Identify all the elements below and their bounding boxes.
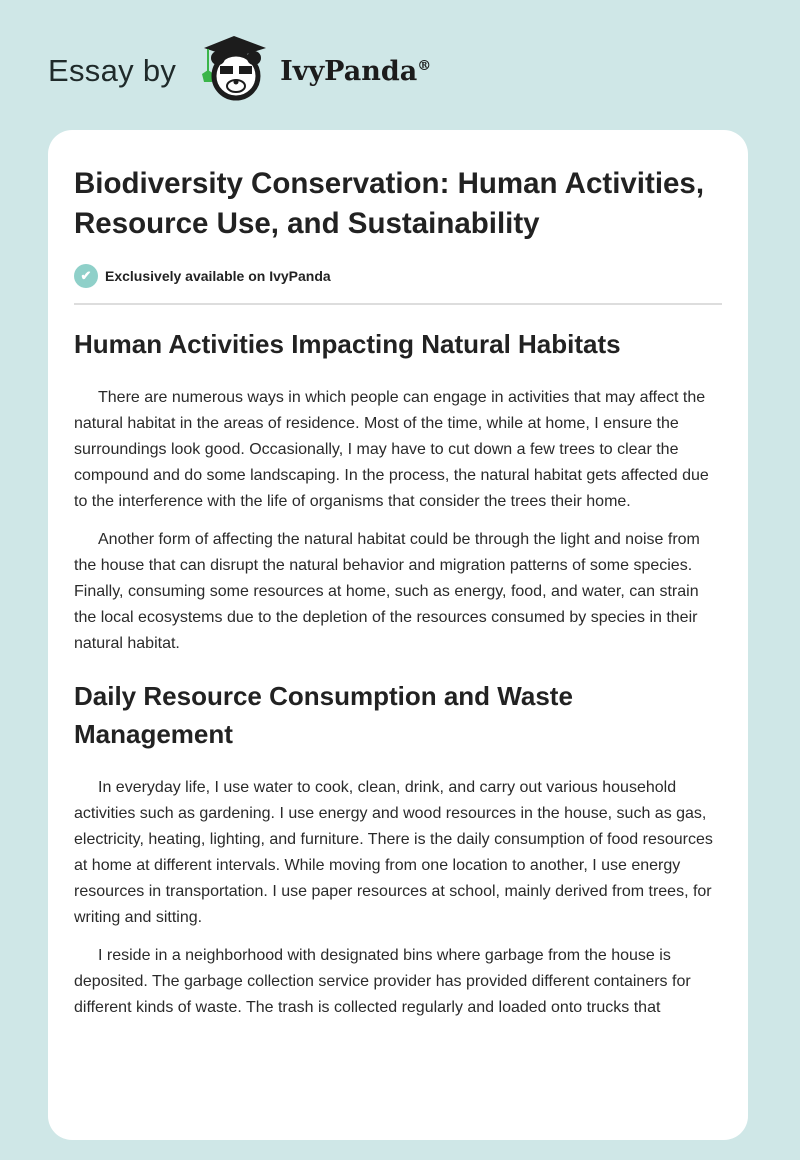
section-heading: Human Activities Impacting Natural Habitats xyxy=(74,329,621,359)
registered-mark: ® xyxy=(417,57,432,74)
brand-name[interactable] xyxy=(280,56,431,87)
site-header xyxy=(48,36,431,106)
exclusive-label: Exclusively available on IvyPanda xyxy=(105,268,331,284)
paragraph: Another form of affecting the natural habitat could be through the light and noise from the house that can disrupt the natural behavior and migration patterns of some species. Finally, consuming some resources at home, such as energy, food, and water, can strain the local ecosystems due to the depletion of the resources consumed by species in their natural habitat. xyxy=(74,531,700,652)
essay-title: Biodiversity Conservation: Human Activities, Resource Use, and Sustainability xyxy=(74,167,705,240)
brand-text: IvyPanda xyxy=(280,55,418,87)
paragraph: In everyday life, I use water to cook, clean, drink, and carry out various household activities such as gardening. I use energy and wood resources in the house, such as gas, electricity, heating, lighting, and furniture. There is the daily consumption of food resources at home at different intervals. While moving from one location to another, I use energy resources in transportation. I use paper resources at school, mainly derived from trees, for writing and sitting. xyxy=(74,779,713,926)
essay-by-label: Essay by xyxy=(48,53,177,88)
paragraph: There are numerous ways in which people can engage in activities that may affect the natural habitat in the areas of residence. Most of the time, while at home, I ensure the surroundings look good. Occasionally, I may have to cut down a few trees to clear the compound and do some landscaping. In the process, the natural habitat gets affected due to the interference with the life of organisms that consider the trees their home. xyxy=(74,389,709,510)
check-icon: ✔ xyxy=(74,264,98,288)
section-heading: Daily Resource Consumption and Waste Management xyxy=(74,681,573,749)
panda-logo-icon[interactable] xyxy=(194,34,272,109)
paragraph: I reside in a neighborhood with designated bins where garbage from the house is deposited. The garbage collection service provider has provided different containers for different kinds of waste. The trash is collected regularly and loaded onto trucks that xyxy=(74,947,691,1016)
exclusive-badge xyxy=(74,264,722,288)
essay-card xyxy=(48,130,748,1140)
divider xyxy=(74,303,722,305)
